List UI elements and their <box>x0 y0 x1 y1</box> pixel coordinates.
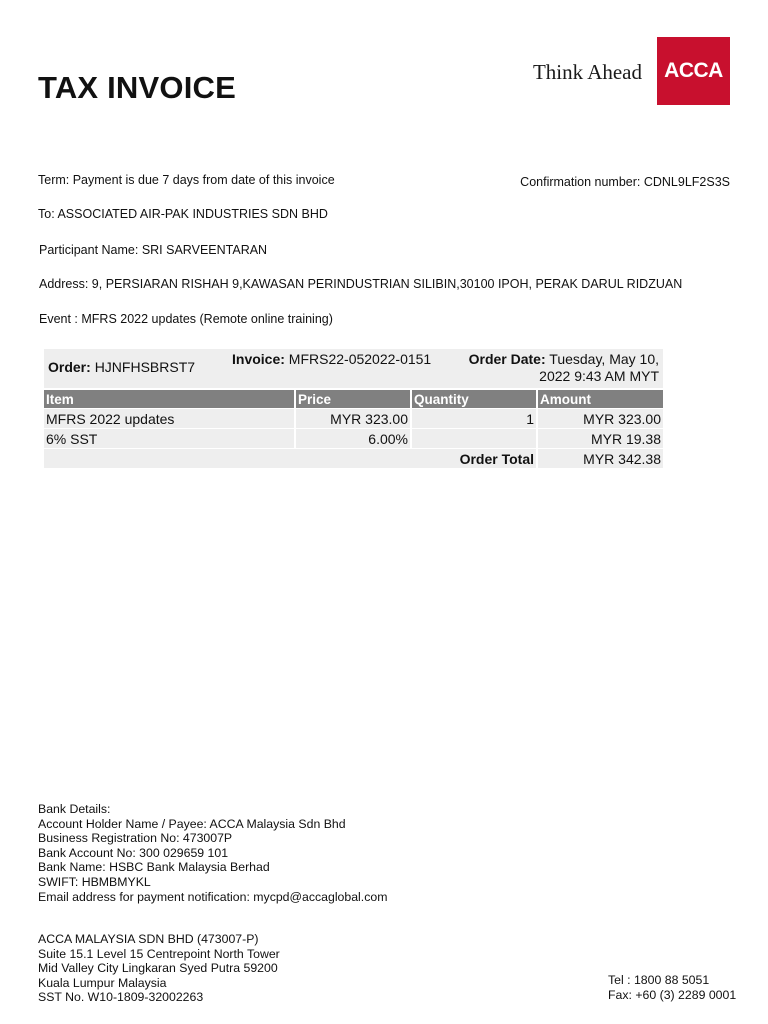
acca-logo <box>657 37 730 105</box>
row-item: 6% SST <box>44 429 294 448</box>
bank-line: Business Registration No: 473007P <box>38 831 233 846</box>
order-total-row <box>44 449 663 468</box>
participant-name: Participant Name: SRI SARVEENTARAN <box>39 243 268 257</box>
company-line: Mid Valley City Lingkaran Syed Putra 59200 <box>38 961 278 976</box>
logo-text: ACCA <box>664 59 723 82</box>
company-line: Kuala Lumpur Malaysia <box>38 975 167 990</box>
company-line: ACCA MALAYSIA SDN BHD (473007-P) <box>38 932 259 946</box>
bank-details <box>38 802 387 904</box>
tagline: Think Ahead <box>532 60 642 84</box>
row-quantity <box>410 429 536 448</box>
order-number <box>48 359 195 375</box>
address: Address: 9, PERSIARAN RISHAH 9,KAWASAN PERINDUSTRIAN SILIBIN,30100 IPOH, PERAK DARUL RIDZUAN <box>39 277 683 291</box>
order-date <box>449 351 659 385</box>
invoice-value: MFRS22-052022-0151 <box>288 351 432 367</box>
order-total-label: Order Total <box>294 449 536 468</box>
order-date-value: Tuesday, May 10, 2022 9:43 AM MYT <box>539 351 659 384</box>
fax: Fax: +60 (3) 2289 0001 <box>608 987 737 1002</box>
page-title: TAX INVOICE <box>38 70 236 105</box>
table-row <box>44 429 663 448</box>
header-quantity: Quantity <box>410 390 536 408</box>
row-item: MFRS 2022 updates <box>44 409 294 428</box>
header-amount: Amount <box>536 390 663 408</box>
total-blank <box>44 449 294 468</box>
table-header-row <box>44 390 663 408</box>
order-label: Order: <box>48 359 91 375</box>
bank-line: Bank Details: <box>38 802 111 816</box>
order-date-label: Order Date: <box>468 351 546 367</box>
company-line: Suite 15.1 Level 15 Centrepoint North Tower <box>38 946 280 961</box>
confirmation-number: Confirmation number: CDNL9LF2S3S <box>520 175 730 189</box>
company-line: SST No. W10-1809-32002263 <box>38 990 204 1005</box>
header-item: Item <box>44 390 294 408</box>
company-address <box>38 932 280 1005</box>
row-amount: MYR 323.00 <box>536 409 663 428</box>
event-name: Event : MFRS 2022 updates (Remote online training) <box>39 312 333 326</box>
bill-to: To: ASSOCIATED AIR-PAK INDUSTRIES SDN BHD <box>38 207 328 221</box>
invoice-label: Invoice: <box>232 351 285 367</box>
row-amount: MYR 19.38 <box>536 429 663 448</box>
row-quantity: 1 <box>410 409 536 428</box>
header-price: Price <box>294 390 410 408</box>
invoice-number <box>232 351 450 368</box>
contact-info <box>608 973 736 1002</box>
bank-email-line: Email address for payment notification: mycpd@accaglobal.com <box>38 889 388 904</box>
payment-term: Term: Payment is due 7 days from date of this invoice <box>38 173 335 187</box>
row-price: MYR 323.00 <box>294 409 410 428</box>
bank-line: Account Holder Name / Payee: ACCA Malaysia Sdn Bhd <box>38 816 346 831</box>
bank-line: Bank Account No: 300 029659 101 <box>38 845 229 860</box>
table-row <box>44 409 663 428</box>
telephone: Tel : 1800 88 5051 <box>608 973 710 987</box>
order-header <box>44 349 663 388</box>
order-total-value: MYR 342.38 <box>536 449 663 468</box>
bank-line: Bank Name: HSBC Bank Malaysia Berhad <box>38 860 270 875</box>
items-table <box>44 389 663 469</box>
row-price: 6.00% <box>294 429 410 448</box>
order-value: HJNFHSBRST7 <box>94 359 196 375</box>
bank-line: SWIFT: HBMBMYKL <box>38 874 151 889</box>
